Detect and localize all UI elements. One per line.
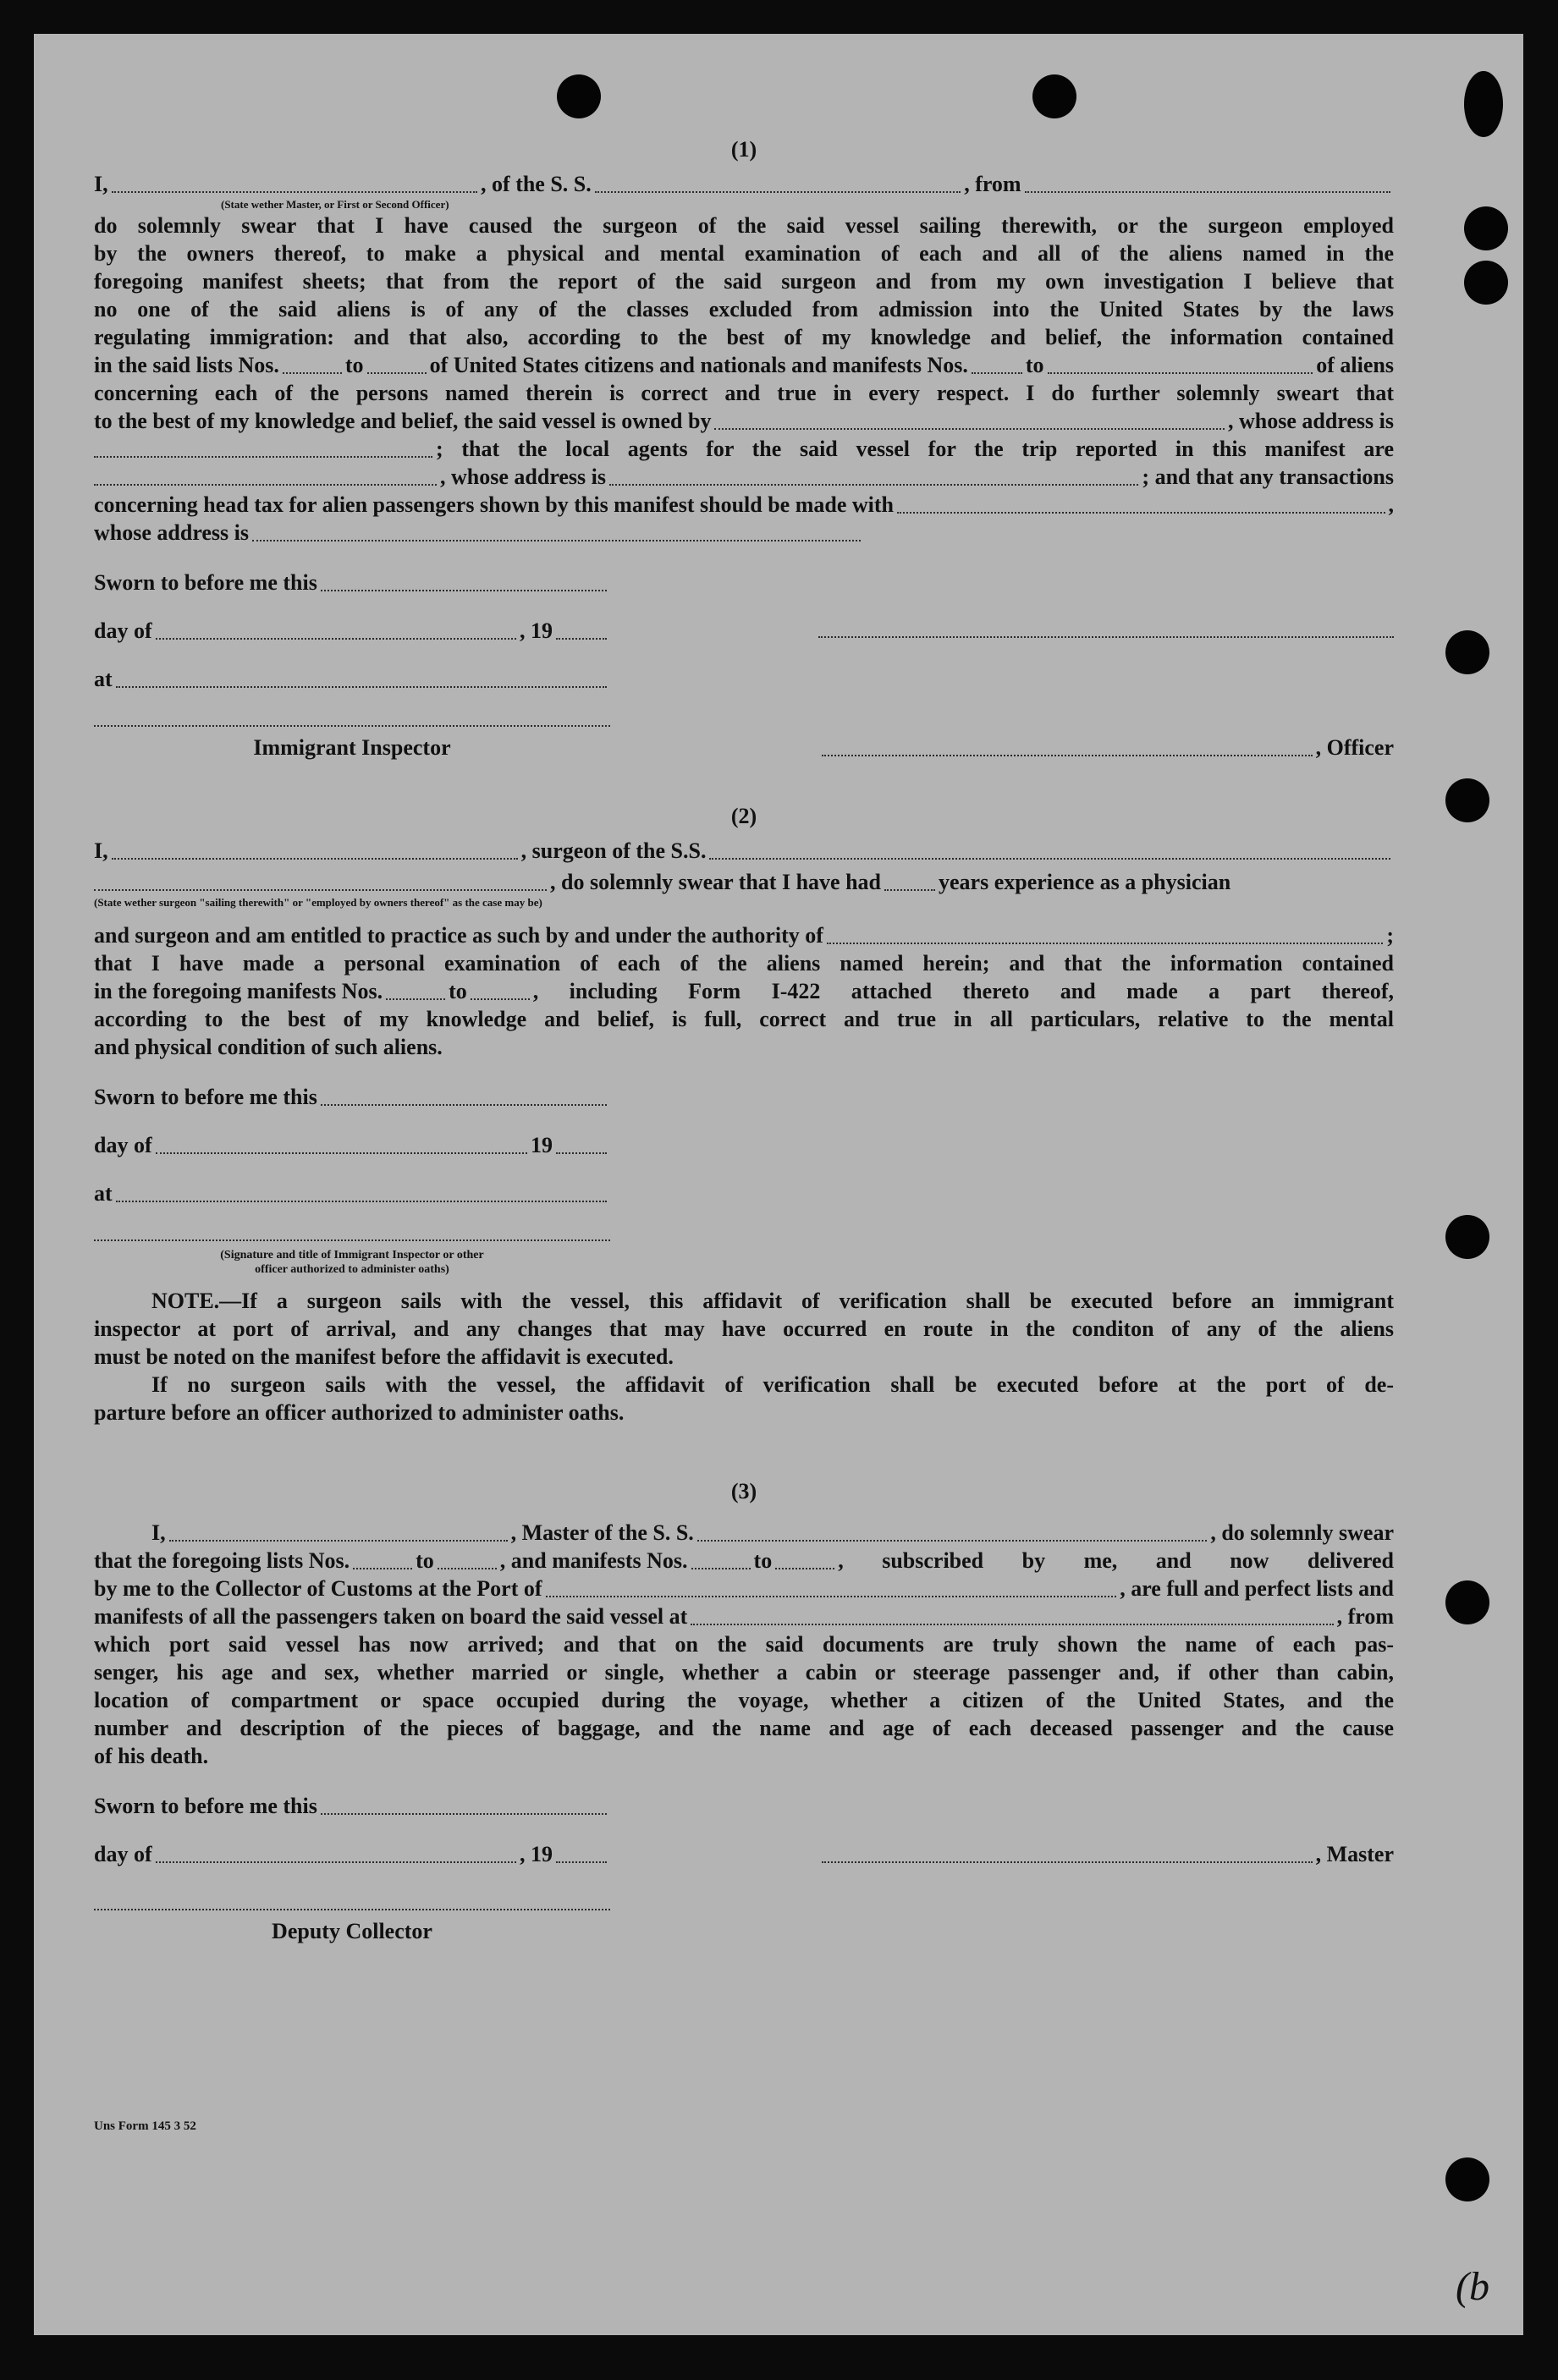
officer-signature-line[interactable] xyxy=(822,751,1313,756)
surgeon-caption: (State wether surgeon "sailing therewith" or "employed by owners thereof" as the case may be) xyxy=(94,896,542,909)
head-tax-field[interactable] xyxy=(897,508,1385,514)
foregoing-manifests-line xyxy=(94,977,1394,1005)
section-1-number: (1) xyxy=(730,137,757,162)
section-2-line: and physical condition of such aliens. xyxy=(94,1035,443,1059)
lists-from-field[interactable] xyxy=(353,1564,412,1569)
i-label: I, xyxy=(94,172,108,196)
lists-label: that the foregoing lists Nos. xyxy=(94,1548,350,1573)
master-line xyxy=(94,170,1394,198)
section-2-line: according to the best of my knowledge and belief, is full, correct and true in all particulars, relative to the mental xyxy=(94,1007,1394,1031)
year-label: , 19 xyxy=(520,618,553,643)
authority-line xyxy=(94,921,1394,949)
officer-caption: (State wether Master, or First or Second Officer) xyxy=(221,198,449,211)
from-label: , from xyxy=(964,172,1021,196)
surgeon-label: , surgeon of the S.S. xyxy=(520,838,707,863)
section-2-number: (2) xyxy=(730,804,757,828)
section-3-line: location of compartment or space occupied during the voyage, whether a citizen of the United States, and the xyxy=(94,1688,1394,1712)
day-of-group xyxy=(94,617,610,645)
delivered-label: , subscribed by me, and now delivered xyxy=(838,1548,1394,1573)
punch-hole xyxy=(1445,1580,1489,1624)
sworn-field[interactable] xyxy=(321,1810,607,1815)
form-number: Uns Form 145 3 52 xyxy=(94,2119,196,2133)
authority-label: and surgeon and am entitled to practice as such by and under the authority of xyxy=(94,923,823,948)
sworn-row xyxy=(94,1792,610,1820)
signature-caption: officer authorized to administer oaths) xyxy=(255,1263,449,1276)
agents-field[interactable] xyxy=(94,481,437,486)
surgeon-type-field[interactable] xyxy=(94,886,547,891)
note-line: must be noted on the manifest before the affidavit is executed. xyxy=(94,1344,674,1369)
lists-to-field[interactable] xyxy=(367,369,427,374)
punch-hole xyxy=(1032,74,1076,118)
section-3-line: senger, his age and sex, whether married or single, whether a cabin or steerage passenger and, if other than cabin, xyxy=(94,1660,1394,1685)
handwritten-marginal: (b xyxy=(1456,2264,1489,2309)
of-ss-label: , of the S. S. xyxy=(481,172,592,196)
signature-row xyxy=(94,722,1394,761)
sworn-label: Sworn to before me this xyxy=(94,570,317,595)
note-line: If no surgeon sails with the vessel, the affidavit of verification shall be executed before at the port of de- xyxy=(151,1372,1394,1397)
to-label: to xyxy=(753,1548,773,1573)
section-1-line: no one of the said aliens is of any of the classes excluded from admission into the United States by the laws xyxy=(94,297,1394,322)
owner-line xyxy=(94,407,1394,435)
punch-hole xyxy=(1464,206,1508,250)
inspector-label: Immigrant Inspector xyxy=(253,735,451,760)
sworn-label: Sworn to before me this xyxy=(94,1085,317,1109)
owner-address-field[interactable] xyxy=(94,453,432,458)
port-field[interactable] xyxy=(546,1592,1117,1597)
at-row xyxy=(94,1179,610,1207)
semicolon: ; xyxy=(1386,923,1394,948)
punch-hole xyxy=(1445,630,1489,674)
at-label: at xyxy=(94,1181,113,1206)
year-field[interactable] xyxy=(556,1858,607,1863)
surgeon-line xyxy=(94,837,1394,865)
punch-hole xyxy=(1445,778,1489,822)
signature-caption: (Signature and title of Immigrant Inspector or other xyxy=(220,1249,484,1261)
note-line: parture before an officer authorized to administer oaths. xyxy=(94,1400,625,1425)
manifests-from-field[interactable] xyxy=(386,995,445,1000)
day-of-group xyxy=(94,1840,610,1868)
manifests-label: , and manifests Nos. xyxy=(499,1548,688,1573)
on-board-label: manifests of all the passengers taken on board the said vessel at xyxy=(94,1604,688,1629)
manifests-label: of United States citizens and nationals and manifests Nos. xyxy=(429,353,968,377)
to-label: to xyxy=(416,1548,434,1573)
collector-block xyxy=(94,1905,610,1945)
officer-label: , Officer xyxy=(1315,735,1394,760)
note-block xyxy=(94,1287,1394,1426)
solemnly-label: , do solemnly swear that I have had xyxy=(550,870,882,894)
to-label: to xyxy=(1025,353,1044,377)
section-3-line: which port said vessel has now arrived; and that on the said documents are truly shown the name of each pas- xyxy=(94,1632,1394,1657)
address-label: , whose address is xyxy=(1227,409,1394,433)
note-line: NOTE.—If a surgeon sails with the vessel, this affidavit of verification shall be executed before an immigrant xyxy=(151,1289,1394,1313)
manifests-from-field[interactable] xyxy=(972,369,1022,374)
section-3-number: (3) xyxy=(730,1479,757,1503)
experience-line xyxy=(94,868,1394,896)
taken-on-board-line xyxy=(94,1602,1394,1630)
at-field[interactable] xyxy=(116,683,607,688)
note-line: inspector at port of arrival, and any changes that may have occurred en route in the conditon of any of the aliens xyxy=(94,1316,1394,1341)
punch-hole xyxy=(1445,1215,1489,1259)
head-tax-line xyxy=(94,491,1394,519)
master-label: , Master of the S. S. xyxy=(510,1520,694,1545)
inspector-signature-line[interactable] xyxy=(94,722,610,727)
day-of-field[interactable] xyxy=(156,1858,516,1863)
master-vessel-field[interactable] xyxy=(697,1536,1208,1542)
document-page xyxy=(34,34,1523,2335)
day-of-field[interactable] xyxy=(156,1149,527,1154)
agents-line xyxy=(94,435,1394,463)
owned-by-label: to the best of my knowledge and belief, the said vessel is owned by xyxy=(94,409,712,433)
address-label: whose address is xyxy=(94,520,250,545)
section-1-line: regulating immigration: and that also, according to the best of my knowledge and belief, the information contained xyxy=(94,325,1394,349)
officer-block xyxy=(818,734,1394,761)
at-row xyxy=(94,665,610,693)
agents-address-field[interactable] xyxy=(609,481,1138,486)
section-1-line: by the owners thereof, to make a physical and mental examination of each and all of the aliens named in the xyxy=(94,241,1394,266)
lists-line xyxy=(94,1547,1394,1575)
perfect-lists-label: , are full and perfect lists and xyxy=(1120,1576,1394,1601)
day-row xyxy=(94,1840,1394,1868)
section-1-line: do solemnly swear that I have caused the surgeon of the said vessel sailing therewith, or the surgeon employed xyxy=(94,213,1394,238)
lists-from-field[interactable] xyxy=(283,369,342,374)
form-label: , including Form I-422 attached thereto and made a part thereof, xyxy=(532,979,1394,1003)
section-2-line: that I have made a personal examination of each of the aliens named herein; and that the information contained xyxy=(94,951,1394,976)
master-signature-label: , Master xyxy=(1315,1842,1394,1866)
to-label: to xyxy=(449,979,467,1003)
comma: , xyxy=(1388,492,1394,517)
master-sign-group xyxy=(818,1840,1394,1868)
affidavit-form xyxy=(94,135,1394,1945)
collector-signature-line[interactable] xyxy=(94,1905,610,1910)
manifests-label: in the foregoing manifests Nos. xyxy=(94,979,383,1003)
whose-address-line xyxy=(94,519,864,547)
master-ss-line xyxy=(94,1519,1394,1547)
head-tax-address-field[interactable] xyxy=(252,536,861,541)
years-label: years experience as a physician xyxy=(939,870,1231,894)
address-label: , whose address is xyxy=(440,464,607,489)
at-field[interactable] xyxy=(116,1197,607,1202)
vessel-name-field[interactable] xyxy=(595,188,961,193)
manifests-to-field[interactable] xyxy=(1048,369,1313,374)
manifests-from-field[interactable] xyxy=(691,1564,751,1569)
solemnly-label: , do solemnly swear xyxy=(1210,1520,1394,1545)
sworn-row xyxy=(94,569,610,596)
punch-hole xyxy=(557,74,601,118)
punch-hole xyxy=(1445,2157,1489,2201)
year-label: 19 xyxy=(531,1133,553,1157)
inspector-block xyxy=(94,722,610,761)
section-1-line: concerning each of the persons named therein is correct and true in every respect. I do further solemnly sweart that xyxy=(94,381,1394,405)
day-of-field[interactable] xyxy=(156,635,516,640)
head-tax-label: concerning head tax for alien passengers shown by this manifest should be made with xyxy=(94,492,895,517)
surgeon-name-field[interactable] xyxy=(112,855,518,860)
punch-hole xyxy=(1464,71,1503,137)
day-of-label: day of xyxy=(94,1842,152,1866)
master-signature-line[interactable] xyxy=(822,1858,1313,1863)
year-field[interactable] xyxy=(556,1149,607,1154)
agents-label: ; that the local agents for the said vessel for the trip reported in this manifest are xyxy=(436,437,1394,461)
i-label: I, xyxy=(94,838,108,863)
section-3-line: number and description of the pieces of baggage, and the name and age of each deceased passenger and the cause xyxy=(94,1716,1394,1740)
signature-line[interactable] xyxy=(94,1236,610,1241)
year-label: , 19 xyxy=(520,1842,553,1866)
agents-address-line xyxy=(94,463,1394,491)
punch-hole xyxy=(1464,261,1508,305)
day-row xyxy=(94,1131,610,1159)
years-field[interactable] xyxy=(884,886,935,891)
day-row xyxy=(94,617,1394,645)
signature-block xyxy=(94,1236,610,1277)
to-label: to xyxy=(344,353,364,377)
sworn-label: Sworn to before me this xyxy=(94,1794,317,1818)
port-line xyxy=(94,1575,1394,1602)
i-label: I, xyxy=(151,1520,166,1545)
sworn-row xyxy=(94,1083,610,1111)
officer-name-field[interactable] xyxy=(112,188,477,193)
master-name-field[interactable] xyxy=(169,1536,508,1542)
owner-field[interactable] xyxy=(714,425,1225,430)
at-label: at xyxy=(94,667,113,691)
manifests-to-field[interactable] xyxy=(775,1564,834,1569)
manifests-to-field[interactable] xyxy=(471,995,530,1000)
from-port-field[interactable] xyxy=(1025,188,1390,193)
aliens-label: of aliens xyxy=(1316,353,1394,377)
boarding-port-field[interactable] xyxy=(691,1620,1333,1625)
surgeon-vessel-field[interactable] xyxy=(709,855,1390,860)
sworn-field[interactable] xyxy=(321,1101,607,1106)
sworn-field[interactable] xyxy=(321,586,607,591)
day-of-label: day of xyxy=(94,1133,152,1157)
authority-field[interactable] xyxy=(827,939,1383,944)
port-label: by me to the Collector of Customs at the Port of xyxy=(94,1576,542,1601)
collector-label: Deputy Collector xyxy=(272,1919,432,1943)
section-3-line: of his death. xyxy=(94,1744,209,1768)
section-1-line: foregoing manifest sheets; that from the report of the said surgeon and from my own investigation I believe that xyxy=(94,269,1394,294)
day-of-label: day of xyxy=(94,618,152,643)
year-field[interactable] xyxy=(556,635,607,640)
lists-line xyxy=(94,351,1394,379)
officer-signature-line-upper[interactable] xyxy=(818,633,1394,638)
lists-to-field[interactable] xyxy=(438,1564,497,1569)
from-label: , from xyxy=(1336,1604,1394,1629)
transactions-label: ; and that any transactions xyxy=(1142,464,1394,489)
lists-label: in the said lists Nos. xyxy=(94,353,279,377)
